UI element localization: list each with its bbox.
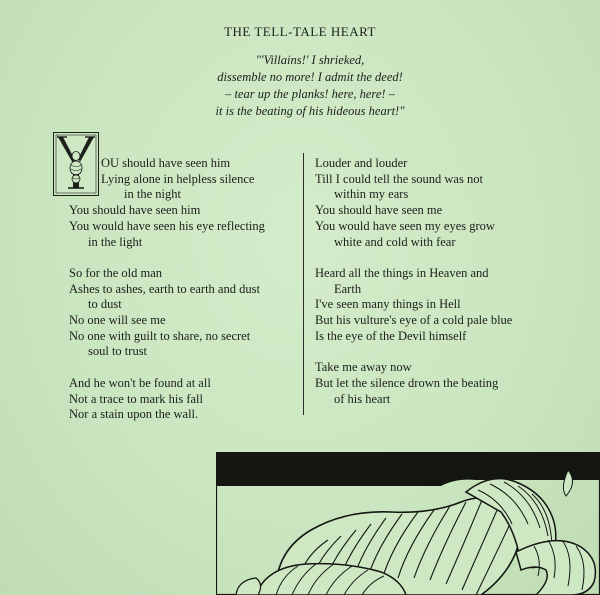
lyric-line: Earth — [334, 281, 362, 296]
lyric-line: Heard all the things in Heaven and — [315, 265, 489, 280]
lyric-line: Till I could tell the sound was not — [315, 171, 483, 186]
song-title: THE TELL-TALE HEART — [224, 24, 376, 39]
lyric-line: in the night — [124, 187, 181, 202]
lyric-line: Take me away now — [315, 360, 412, 375]
lyric-line: Lying alone in helpless silence — [101, 171, 255, 186]
lyric-line: OU should have seen him — [101, 156, 231, 170]
lyric-line: And he won't be found at all — [69, 375, 211, 390]
lyric-line: So for the old man — [69, 265, 163, 280]
epigraph-line: dissemble no more! I admit the deed! — [217, 70, 403, 84]
lyric-line: You should have seen him — [69, 203, 201, 218]
lyric-line: to dust — [88, 297, 122, 312]
lyric-line: I've seen many things in Hell — [315, 297, 461, 312]
lyric-line: Nor a stain upon the wall. — [69, 407, 199, 422]
lyric-line: No one will see me — [69, 313, 166, 328]
lyric-line: But let the silence drown the beating — [315, 375, 499, 390]
lyric-line: You would have seen my eyes grow — [315, 218, 495, 233]
lyric-line: in the light — [88, 234, 143, 249]
lyric-line: You should have seen me — [315, 203, 443, 218]
lyric-line: Louder and louder — [315, 156, 408, 170]
lyric-line: white and cold with fear — [334, 234, 456, 249]
lyric-line: Not a trace to mark his fall — [69, 391, 203, 406]
wrapped-figure-illustration — [216, 452, 600, 595]
lyrics-column-left — [69, 156, 299, 423]
lyrics-column-right — [315, 156, 555, 407]
lyric-line: of his heart — [334, 391, 391, 406]
lyric-line: No one with guilt to share, no secret — [69, 328, 251, 343]
epigraph-line: – tear up the planks! here, here! – — [225, 87, 395, 101]
epigraph-line: it is the beating of his hideous heart!" — [215, 104, 405, 118]
lyric-line: Is the eye of the Devil himself — [315, 328, 467, 343]
lyric-line: You would have seen his eye reflecting — [69, 218, 265, 233]
lyric-line: soul to trust — [88, 344, 148, 359]
lyric-line: Ashes to ashes, earth to earth and dust — [69, 281, 260, 296]
epigraph-quote — [160, 52, 460, 120]
lyric-line: But his vulture's eye of a cold pale blue — [315, 313, 513, 328]
epigraph-line: "'Villains!' I shrieked, — [255, 53, 365, 67]
column-divider — [303, 153, 304, 415]
lyric-line: within my ears — [334, 187, 409, 202]
